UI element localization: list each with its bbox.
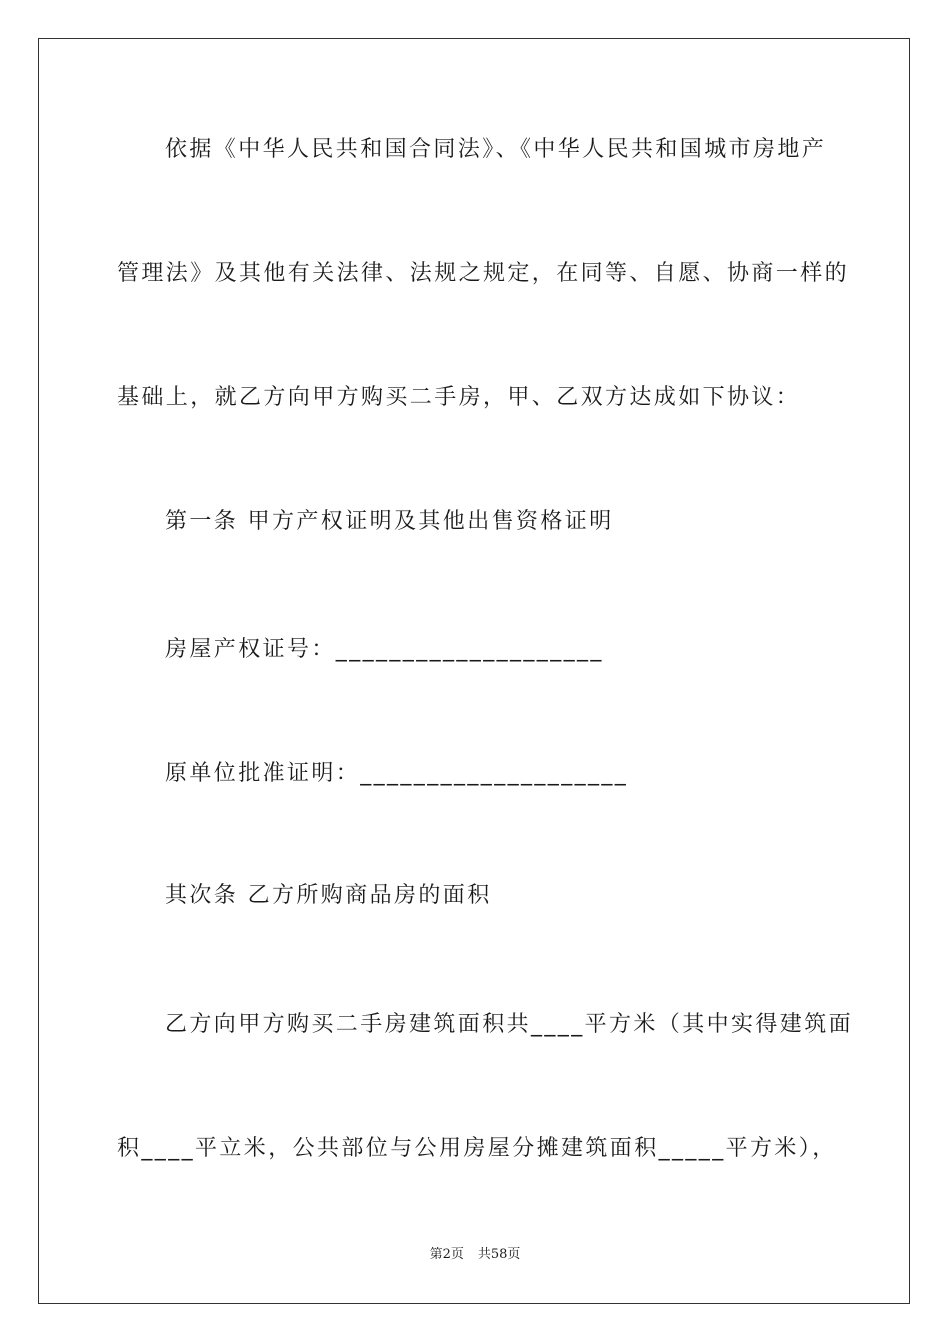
paragraph-line: 管理法》及其他有关法律、法规之规定，在同等、自愿、协商一样的 — [117, 261, 850, 286]
page-border — [38, 38, 910, 1304]
page-number: 第2页 — [429, 1247, 464, 1262]
paragraph-line: 积____平立米，公共部位与公用房屋分摊建筑面积_____平方米）， — [117, 1136, 837, 1161]
paragraph-line: 依据《中华人民共和国合同法》、《中华人民共和国城市房地产 — [165, 137, 827, 162]
form-field-line: 房屋产权证号：____________________ — [165, 637, 604, 662]
form-field-line: 原单位批准证明：____________________ — [165, 761, 629, 786]
article-heading: 第一条 甲方产权证明及其他出售资格证明 — [165, 509, 614, 534]
article-heading: 其次条 乙方所购商品房的面积 — [165, 883, 492, 908]
page-total: 共58页 — [477, 1247, 521, 1262]
paragraph-line: 乙方向甲方购买二手房建筑面积共____平方米（其中实得建筑面 — [165, 1012, 854, 1037]
paragraph-line: 基础上，就乙方向甲方购买二手房，甲、乙双方达成如下协议： — [117, 385, 801, 410]
page-footer — [0, 1246, 950, 1264]
